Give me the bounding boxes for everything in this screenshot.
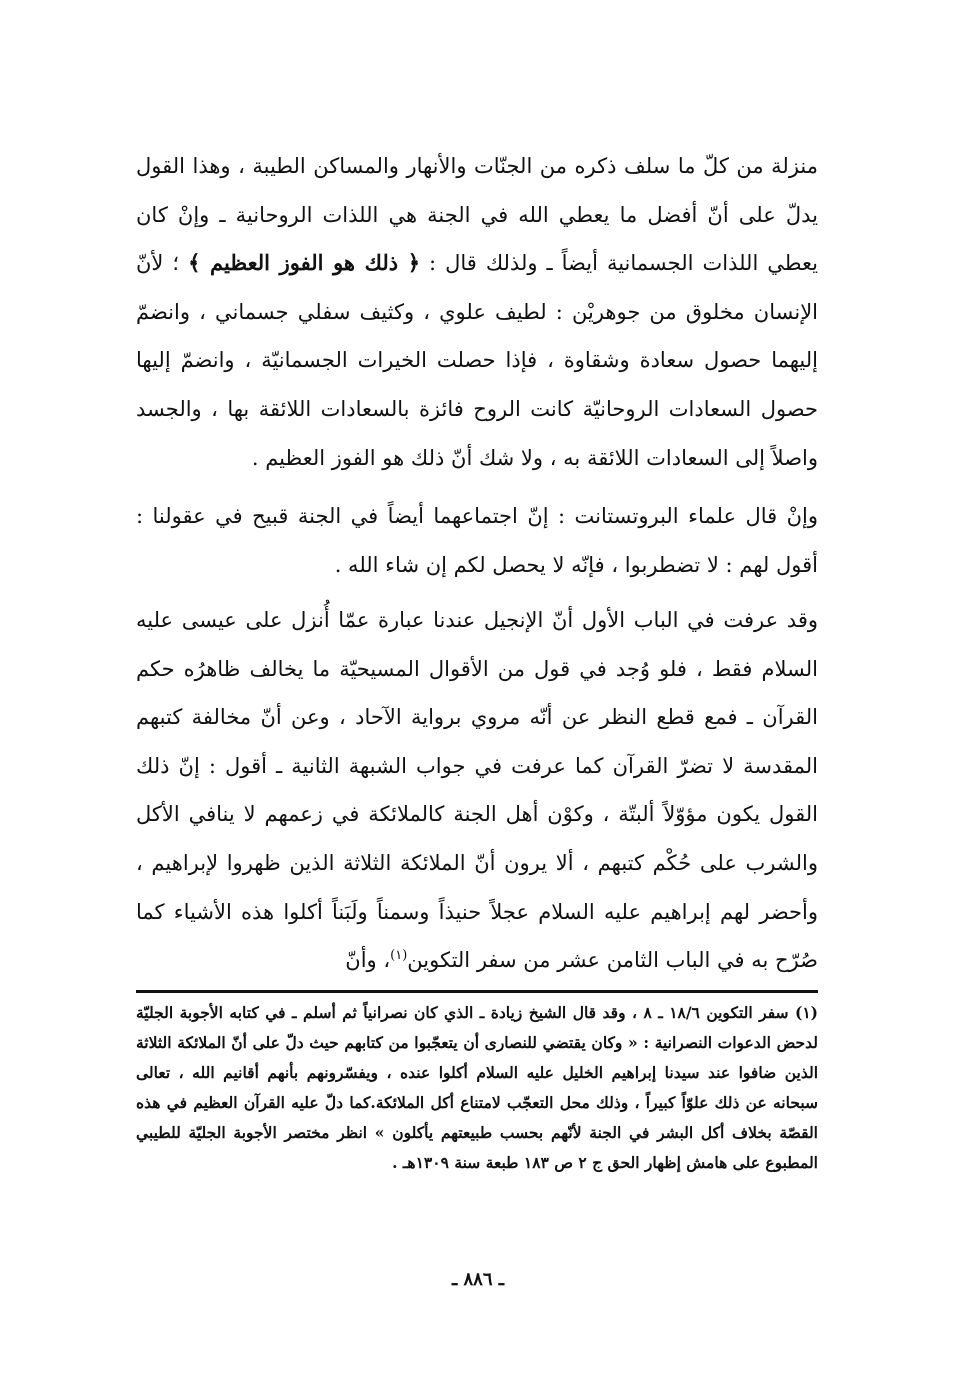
paragraph-1-text [136, 142, 818, 482]
paragraph-1-after: ؛ لأنّ الإنسان مخلوق من جوهريْن : لطيف علوي ، وكثيف سفلي جسماني ، وانضمّ إليهما حصول سعادة وشقاوة ، فإذا حصلت الخيرات الجسمانيّة ، وانضمّ إليها حصول السعادات الروحانيّة كانت الروح فائزة بالسعادات اللائقة بها ، والجسد واصلاً إلى السعادات اللائقة به ، ولا شك أنّ ذلك هو الفوز العظيم . [136, 251, 818, 470]
page-number: ـ ٨٨٦ ـ [451, 1269, 505, 1290]
paragraph-1 [136, 142, 818, 482]
paragraph-2 [136, 492, 818, 589]
paragraph-3-before: وقد عرفت في الباب الأول أنّ الإنجيل عندنا عبارة عمّا أُنزل على عيسى عليه السلام فقط ، فلو وُجد في قول من الأقوال المسيحيّة ما يخالف ظاهرُه حكم القرآن ـ فمع قطع النظر عن أنّه مروي برواية الآحاد ، وعن أنّ مخالفة كتبهم المقدسة لا تضرّ القرآن كما عرفت في جواب الشبهة الثانية ـ أقول : إنّ ذلك القول يكون مؤوّلاً ألبتّة ، وكوْن أهل الجنة كالملائكة في زعمهم لا ينافي الأكل والشرب على حُكْم كتبهم ، ألا يرون أنّ الملائكة الثلاثة الذين ظهروا لإبراهيم ، وأحضر لهم إبراهيم عليه السلام عجلاً حنيذاً وسمناً ولَبَناً أكلوا هذه الأشياء كما صُرّح به في الباب الثامن عشر من سفر التكوين [136, 608, 818, 973]
paragraph-3-text [136, 596, 818, 985]
paragraph-3 [136, 596, 818, 985]
quran-quote: ﴿ ذلك هو الفوز العظيم ﴾ [188, 250, 421, 276]
footnote-divider [136, 990, 818, 993]
paragraph-2-text: وإنْ قال علماء البروتستانت : إنّ اجتماعهما أيضاً في الجنة قبيح في عقولنا : أقول لهم : لا تضطربوا ، فإنّه لا يحصل لكم إن شاء الله . [136, 504, 818, 577]
footnote: (١) سفر التكوين ١٨/٦ ـ ٨ ، وقد قال الشيخ زيادة ـ الذي كان نصرانياً ثم أسلم ـ في كتابه الأجوبة الجليّة لدحض الدعوات النصرانية : « وكان يقتضي للنصارى أن يتعجّبوا من كتابهم حيث دلّ على أنّ الملائكة الثلاثة الذين ضافوا عند سيدنا إبراهيم الخليل عليه السلام أكلوا عنده ، ويفسّرونهم بأنهم أقانيم الله ، تعالى سبحانه عن ذلك علوّاً كبيراً ، وذلك محل التعجّب لامتناع أكل الملائكة.كما دلّ عليه القرآن العظيم في هذه القصّة بخلاف أكل البشر في الجنة لأنّهم بحسب طبيعتهم يأكلون » انظر مختصر الأجوبة الجليّة للطيبي المطبوع على هامش إظهار الحق ج ٢ ص ١٨٣ طبعة سنة ١٣٠٩هـ . [136, 1003, 818, 1172]
paragraph-3-after: ، وأنّ [345, 948, 391, 973]
footnote-reference: (١) [390, 948, 408, 964]
paragraph-1-before: منزلة من كلّ ما سلف ذكره من الجنّات والأنهار والمساكن الطيبة ، وهذا القول يدلّ على أنّ أفضل ما يعطي الله في الجنة هي اللذات الروحانية ـ وإنْ كان يعطي اللذات الجسمانية أيضاً ـ ولذلك قال : [136, 154, 818, 276]
